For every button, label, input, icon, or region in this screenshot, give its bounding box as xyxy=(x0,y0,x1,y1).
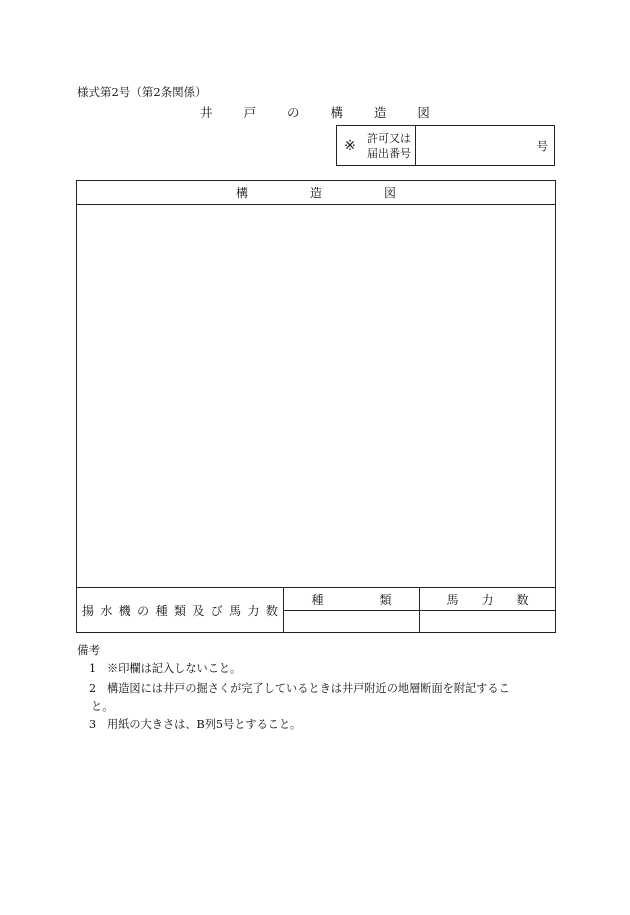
pump-info-row xyxy=(77,587,555,633)
remark-note-1 xyxy=(89,660,241,678)
heading-char: 造 xyxy=(309,186,322,200)
structure-heading xyxy=(77,181,555,205)
pump-type-field[interactable] xyxy=(284,611,420,633)
type-column-heading xyxy=(284,588,420,611)
heading-char: 図 xyxy=(383,186,396,200)
note-text: 用紙の大きさは、B列5号とすること。 xyxy=(107,718,302,731)
label-char: 馬 xyxy=(229,604,242,618)
permit-number-box xyxy=(336,125,555,166)
label-char: 揚 xyxy=(82,604,95,618)
heading-char: 類 xyxy=(379,592,392,607)
label-char: び xyxy=(210,604,223,618)
note-text-continuation: と。 xyxy=(91,700,114,713)
label-char: 及 xyxy=(192,604,205,618)
label-char: 数 xyxy=(265,604,278,618)
permit-label-line1: 許可又は xyxy=(367,132,411,145)
title-char: 図 xyxy=(417,105,430,120)
structure-drawing-area[interactable] xyxy=(77,205,555,587)
form-number: 様式第2号（第2条関係） xyxy=(77,85,207,99)
permit-number-field[interactable] xyxy=(416,126,554,165)
title-char: 井 xyxy=(200,105,213,120)
permit-number-suffix: 号 xyxy=(536,138,548,153)
heading-char: 馬 xyxy=(446,592,459,607)
label-char: 類 xyxy=(173,604,186,618)
remarks-title: 備考 xyxy=(77,643,100,657)
permit-label-line2: 届出番号 xyxy=(367,147,411,160)
heading-char: 構 xyxy=(236,186,249,200)
note-number: 1 xyxy=(89,662,97,675)
horsepower-field[interactable] xyxy=(420,611,555,633)
note-text: ※印欄は記入しないこと。 xyxy=(107,662,242,675)
label-char: 力 xyxy=(247,604,260,618)
note-text: 構造図には井戸の掘さくが完了しているときは井戸附近の地層断面を附記するこ xyxy=(107,682,510,695)
label-char: 機 xyxy=(118,604,131,618)
label-char: 水 xyxy=(100,604,113,618)
title-char: 造 xyxy=(373,105,387,120)
label-char: の xyxy=(137,604,150,618)
note-number: 3 xyxy=(89,718,97,731)
pump-type-horsepower-label xyxy=(77,588,284,633)
title-char: 構 xyxy=(330,105,343,120)
heading-char: 数 xyxy=(516,592,529,607)
remark-note-2 xyxy=(89,680,559,716)
heading-char: 力 xyxy=(481,592,494,607)
structure-form-table xyxy=(76,180,556,633)
title-char: の xyxy=(286,105,300,120)
label-char: 種 xyxy=(155,604,168,618)
heading-char: 種 xyxy=(311,592,324,607)
official-use-mark: ※ xyxy=(344,137,356,154)
remark-note-3 xyxy=(89,716,301,734)
document-title xyxy=(200,103,430,121)
horsepower-column-heading xyxy=(420,588,555,611)
title-char: 戸 xyxy=(243,105,256,120)
permit-number-label xyxy=(363,126,416,165)
note-number: 2 xyxy=(89,682,97,695)
